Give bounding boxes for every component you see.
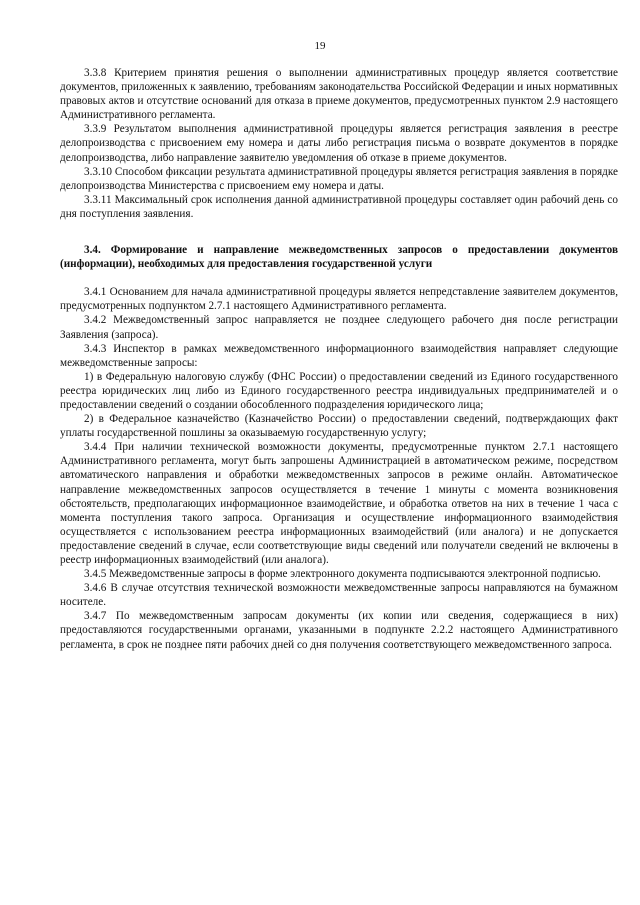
list-item-fns: 1) в Федеральную налоговую службу (ФНС России) о предоставлении сведений из Единого государственного реестра юридических лиц либо из Единого государственного реестра индивидуальных предпринимателей и о предоставлении сведений о создании обособленного подразделения юридического лица; — [60, 370, 618, 411]
paragraph-3-3-11: 3.3.11 Максимальный срок исполнения данной административной процедуры составляет один рабочий день со дня поступления заявления. — [60, 193, 618, 220]
paragraph-3-3-8: 3.3.8 Критерием принятия решения о выполнении административных процедур является соответствие документов, приложенных к заявлению, требованиям законодательства Российской Федерации и иных нормативных правовых актов и отсутствие оснований для отказа в приеме документов, предусмотренных пунктом 2.9 настоящего Административного регламента. — [60, 67, 618, 122]
paragraph-3-4-3: 3.4.3 Инспектор в рамках межведомственного информационного взаимодействия направляет следующие межведомственные запросы: — [60, 342, 618, 369]
section-heading-3-4: 3.4. Формирование и направление межведомственных запросов о предоставлении документов (информации), необходимых для предоставления государственной услуги — [60, 244, 618, 271]
paragraph-3-3-10: 3.3.10 Способом фиксации результата административной процедуры является регистрация заявления в порядке делопроизводства Министерства с присвоением ему номера и даты. — [60, 165, 618, 192]
paragraph-3-4-2: 3.4.2 Межведомственный запрос направляется не позднее следующего рабочего дня после регистрации Заявления (запроса). — [60, 314, 618, 341]
paragraph-3-4-5: 3.4.5 Межведомственные запросы в форме электронного документа подписываются электронной подписью. — [84, 568, 601, 581]
paragraph-3-4-7: 3.4.7 По межведомственным запросам документы (их копии или сведения, содержащиеся в них) предоставляются государственными органами, указанными в подпункте 2.2.2 настоящего Административного регламента, в срок не позднее пяти рабочих дней со дня получения соответствующего межведомственного запроса. — [60, 610, 618, 651]
paragraph-3-4-4: 3.4.4 При наличии технической возможности документы, предусмотренные пунктом 2.7.1 настоящего Административного регламента, могут быть запрошены Администрацией в автоматическом режиме, посредством автоматического направления и обработки межведомственных запросов в режиме онлайн. Автоматическое направление межведомственных запросов осуществляется в течение 1 минуты с момента возникновения обстоятельств, предполагающих информационное взаимодействие, и обработка ответов на них в течение 1 часа с момента поступления такого запроса. Организация и осуществление информационного взаимодействия осуществляется с использованием реестра информационных взаимодействий (или аналога) и не допускается предоставление сведений в случае, если соответствующие виды сведений или получатели сведений не включены в реестр информационных взаимодействий (или аналога). — [60, 441, 618, 566]
paragraph-3-4-1: 3.4.1 Основанием для начала административной процедуры является непредставление заявителем документов, предусмотренных подпунктом 2.7.1 настоящего Административного регламента. — [60, 286, 618, 313]
document-body — [60, 66, 618, 652]
paragraph-3-4-6: 3.4.6 В случае отсутствия технической возможности межведомственные запросы направляются на бумажном носителе. — [60, 582, 618, 609]
page-number: 19 — [314, 40, 326, 52]
paragraph-3-3-9: 3.3.9 Результатом выполнения административной процедуры является регистрация заявления в реестре делопроизводства с присвоением ему номера и даты либо регистрация письма о возврате документов в порядке делопроизводства, либо направление заявителю уведомления об отказе в приеме документов. — [60, 123, 618, 164]
list-item-treasury: 2) в Федеральное казначейство (Казначейство России) о предоставлении сведений, подтверждающих факт уплаты государственной пошлины за оказываемую государственную услугу; — [60, 413, 618, 440]
